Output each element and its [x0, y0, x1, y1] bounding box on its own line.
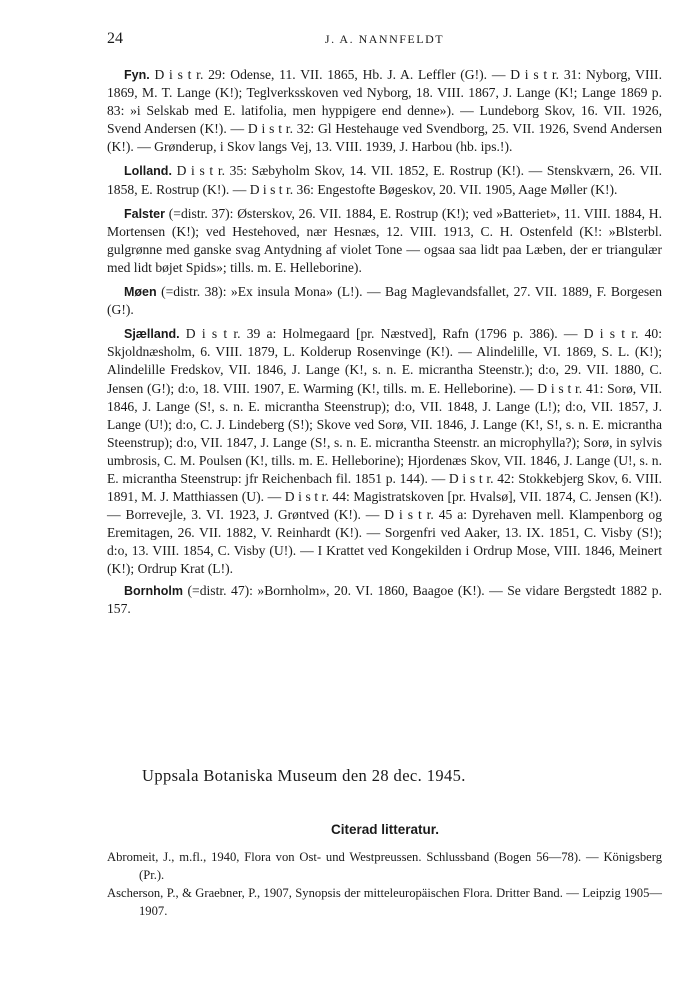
paragraph-text: (=distr. 37): Østerskov, 26. VII. 1884, E. Rostrup (K!); ved »Batteriet», 11. VIII. 1884, H. Mortensen (K!); ved Hestehoved, nær Hesnæs, 12. VIII. 1913, C. H. Ostenfeld (K!: »Blsterbl. gulgrønne med ganske svag Antydning af violet Tone — ogsaa saa lidt paa Læben, der er triangulær med lidt bøjet Spids»; tills. m. E. Helleborine). [107, 205, 662, 275]
page-header [107, 30, 662, 52]
references-heading: Citerad litteratur. [330, 822, 440, 837]
region-name: Bornholm [124, 583, 184, 598]
paragraph-lolland [107, 162, 662, 198]
paragraph-text: D i s t r. 39 a: Holmegaard [pr. Næstved], Rafn (1796 p. 386). — D i s t r. 40: Skjoldnæsholm, 6. VIII. 1879, L. Kolderup Rosenvinge (K!). — Alindelille, VI. 1869, S. L. (K!); Alindelille Fredskov, VII. 1846, J. Lange (K!, s. n. E. micrantha Steenstr.); d:o, 29. VII. 1880, C. Jensen (G!); d:o, 18. VIII. 1907, E. Warming (K!, tills. m. E. Helleborine). — D i s t r. 41: Sorø, VII. 1846, J. Lange (S!, s. n. E. micrantha Steenstrup); d:o, VII. 1848, J. Lange (L!); d:o, VII. 1857, J. Lange (U!); d:o, C. J. Lindeberg (S!); Skove ved Sorø, VII. 1846, J. Lange (K!, S!, s. n. E. micrantha Steenstrup); d:o, VII. 1847, J. Lange (S!, s. n. E. micrantha Steenstr. an microphylla?); Sorø, in sylvis umbrosis, C. M. Poulsen (K!, tills. m. E. Helleborine); Hjordenæs Skov, VII. 1846, J. Lange (U!, s. n. E. micrantha Steenstrup: jfr Reichenbach fil. 1851 p. 144). — D i s t r. 42: Stokkebjerg Skov, 6. VIII. 1891, M. J. Matthiassen (U). — D i s t r. 44: Magistratskoven [pr. Hvalsø], VII. 1874, C. Jensen (K!). — Borrevejle, 3. VI. 1923, J. Grøntved (K!). — D i s t r. 45 a: Dyrehaven mell. Klampenborg og Eremitagen, 26. VII. 1882, V. Reinhardt (K!). — Sorgenfri ved Aaker, 13. IX. 1851, C. Visby (S!); d:o, 13. VIII. 1854, C. Visby (U!). — I Krattet ved Kongekilden i Ordrup Mose, VIII. 1846, Meinert (K!); Ordrup Krat (L!). [107, 326, 662, 577]
paragraph-sjaelland [107, 325, 662, 578]
reference-entry: Ascherson, P., & Graebner, P., 1907, Synopsis der mitteleuropäischen Flora. Dritter Band. — Leipzig 1905—1907. [107, 886, 662, 918]
paragraph-text: D i s t r. 29: Odense, 11. VII. 1865, Hb. J. A. Leffler (G!). — D i s t r. 31: Nyborg, VIII. 1869, M. T. Lange (K!); Teglverksskoven ved Nyborg, 18. VIII. 1867, J. Lange (K!; Lange 1869 p. 83: »i Selskab med E. latifolia, men hyppigere end denne»). — Lundeborg Skov, 16. VII. 1926, Svend Andersen (K!). — D i s t r. 32: Gl Hestehauge ved Svendborg, 25. VII. 1926, Svend Andersen (K!). — Grønderup, i Skov langs Vej, 13. VIII. 1939, J. Harbou (hb. ips.!). [107, 67, 662, 155]
reference-entry: Abromeit, J., m.fl., 1940, Flora von Ost- und Westpreussen. Schlussband (Bogen 56—78). — Königsberg (Pr.). [107, 850, 662, 882]
region-name: Falster [124, 206, 165, 221]
paragraph-text: D i s t r. 35: Sæbyholm Skov, 14. VII. 1852, E. Rostrup (K!). — Stenskværn, 26. VII. 1858, E. Rostrup (K!). — D i s t r. 36: Engestofte Bøgeskov, 20. VII. 1905, Aage Møller (K!). [107, 163, 662, 197]
running-title: J. A. NANNFELDT [324, 32, 445, 46]
page-number: 24 [107, 30, 123, 47]
region-name: Fyn. [124, 68, 150, 82]
region-name: Sjælland. [124, 327, 180, 342]
paragraph-moen [107, 283, 662, 319]
paragraph-text: (=distr. 47): »Bornholm», 20. VI. 1860, Baagoe (K!). — Se vidare Bergstedt 1882 p. 157. [107, 582, 662, 616]
region-name: Lolland. [124, 164, 172, 179]
paragraph-bornholm [107, 582, 662, 618]
paragraph-text: (=distr. 38): »Ex insula Mona» (L!). — Bag Maglevandsfallet, 27. VII. 1889, F. Borgesen (G!). [107, 284, 662, 318]
main-text [107, 66, 662, 624]
paragraph-fyn [107, 66, 662, 156]
region-name: Møen [124, 285, 157, 300]
dateline: Uppsala Botaniska Museum den 28 dec. 1945. [142, 766, 466, 785]
references-list [107, 849, 662, 921]
paragraph-falster [107, 205, 662, 277]
